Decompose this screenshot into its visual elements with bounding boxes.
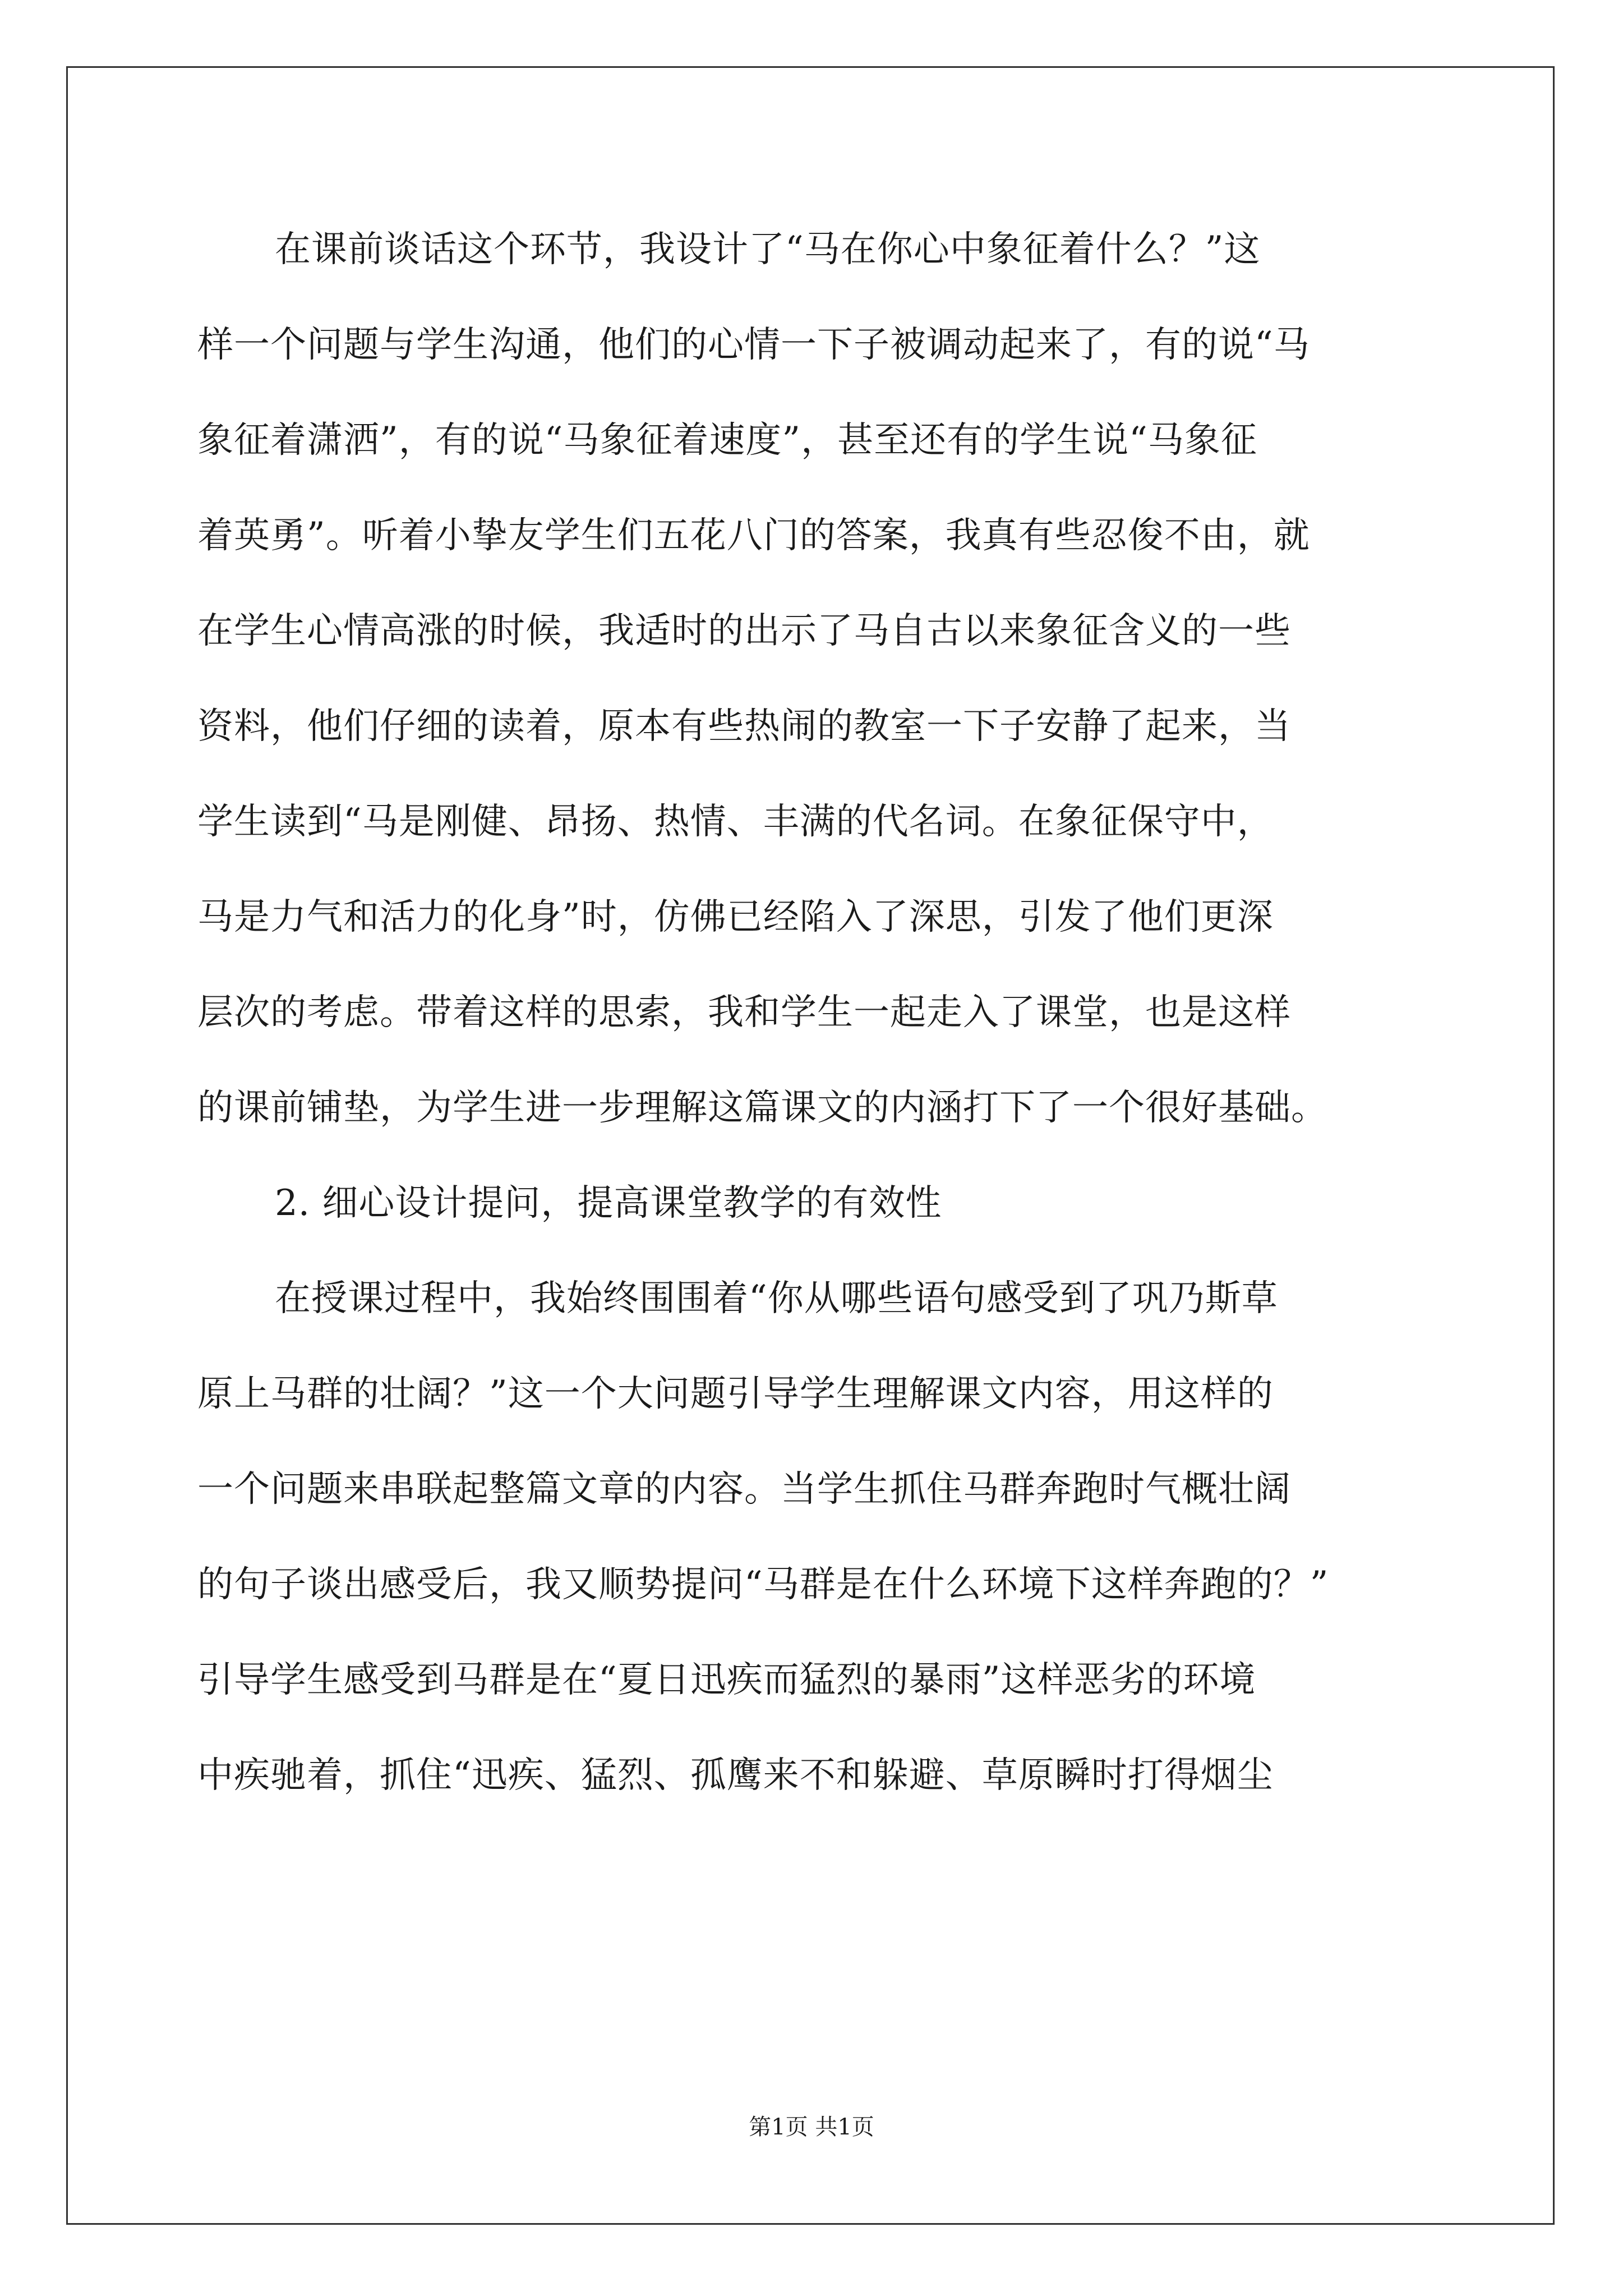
paragraph-line: 在课前谈话这个环节，我设计了“马在你心中象征着什么？”这 [275, 229, 1261, 270]
paragraph-line: 原上马群的壮阔？”这一个大问题引导学生理解课文内容，用这样的 [197, 1373, 1274, 1415]
paragraph-line: 的课前铺垫，为学生进一步理解这篇课文的内涵打下了一个很好基础。 [197, 1087, 1327, 1129]
section-heading: 2. 细心设计提问，提高课堂教学的有效性 [275, 1182, 942, 1224]
paragraph-line: 样一个问题与学生沟通，他们的心情一下子被调动起来了，有的说“马 [197, 324, 1310, 366]
paragraph-line: 马是力气和活力的化身”时，仿佛已经陷入了深思，引发了他们更深 [197, 896, 1274, 938]
paragraph-line: 中疾驰着，抓住“迅疾、猛烈、孤鹰来不和躲避、草原瞬时打得烟尘 [197, 1755, 1274, 1796]
paragraph-line: 着英勇”。听着小挚友学生们五花八门的答案，我真有些忍俊不由，就 [197, 515, 1310, 556]
paragraph-line: 层次的考虑。带着这样的思索，我和学生一起走入了课堂，也是这样 [197, 992, 1291, 1033]
paragraph-line: 资料，他们仔细的读着，原本有些热闹的教室一下子安静了起来，当 [197, 706, 1291, 747]
page-border [66, 66, 1555, 2225]
paragraph-line: 一个问题来串联起整篇文章的内容。当学生抓住马群奔跑时气概壮阔 [197, 1469, 1291, 1510]
paragraph-line: 象征着潇洒”，有的说“马象征着速度”，甚至还有的学生说“马象征 [197, 420, 1257, 461]
paragraph-line: 学生读到“马是刚健、昂扬、热情、丰满的代名词。在象征保守中， [197, 801, 1274, 843]
paragraph-line: 的句子谈出感受后，我又顺势提问“马群是在什么环境下这样奔跑的？” [197, 1564, 1329, 1605]
page-footer: 第1页 共1页 [749, 2114, 874, 2140]
paragraph-line: 引导学生感受到马群是在“夏日迅疾而猛烈的暴雨”这样恶劣的环境 [197, 1659, 1256, 1701]
paragraph-line: 在授课过程中，我始终围围着“你从哪些语句感受到了巩乃斯草 [275, 1278, 1278, 1319]
paragraph-line: 在学生心情高涨的时候，我适时的出示了马自古以来象征含义的一些 [197, 610, 1291, 652]
